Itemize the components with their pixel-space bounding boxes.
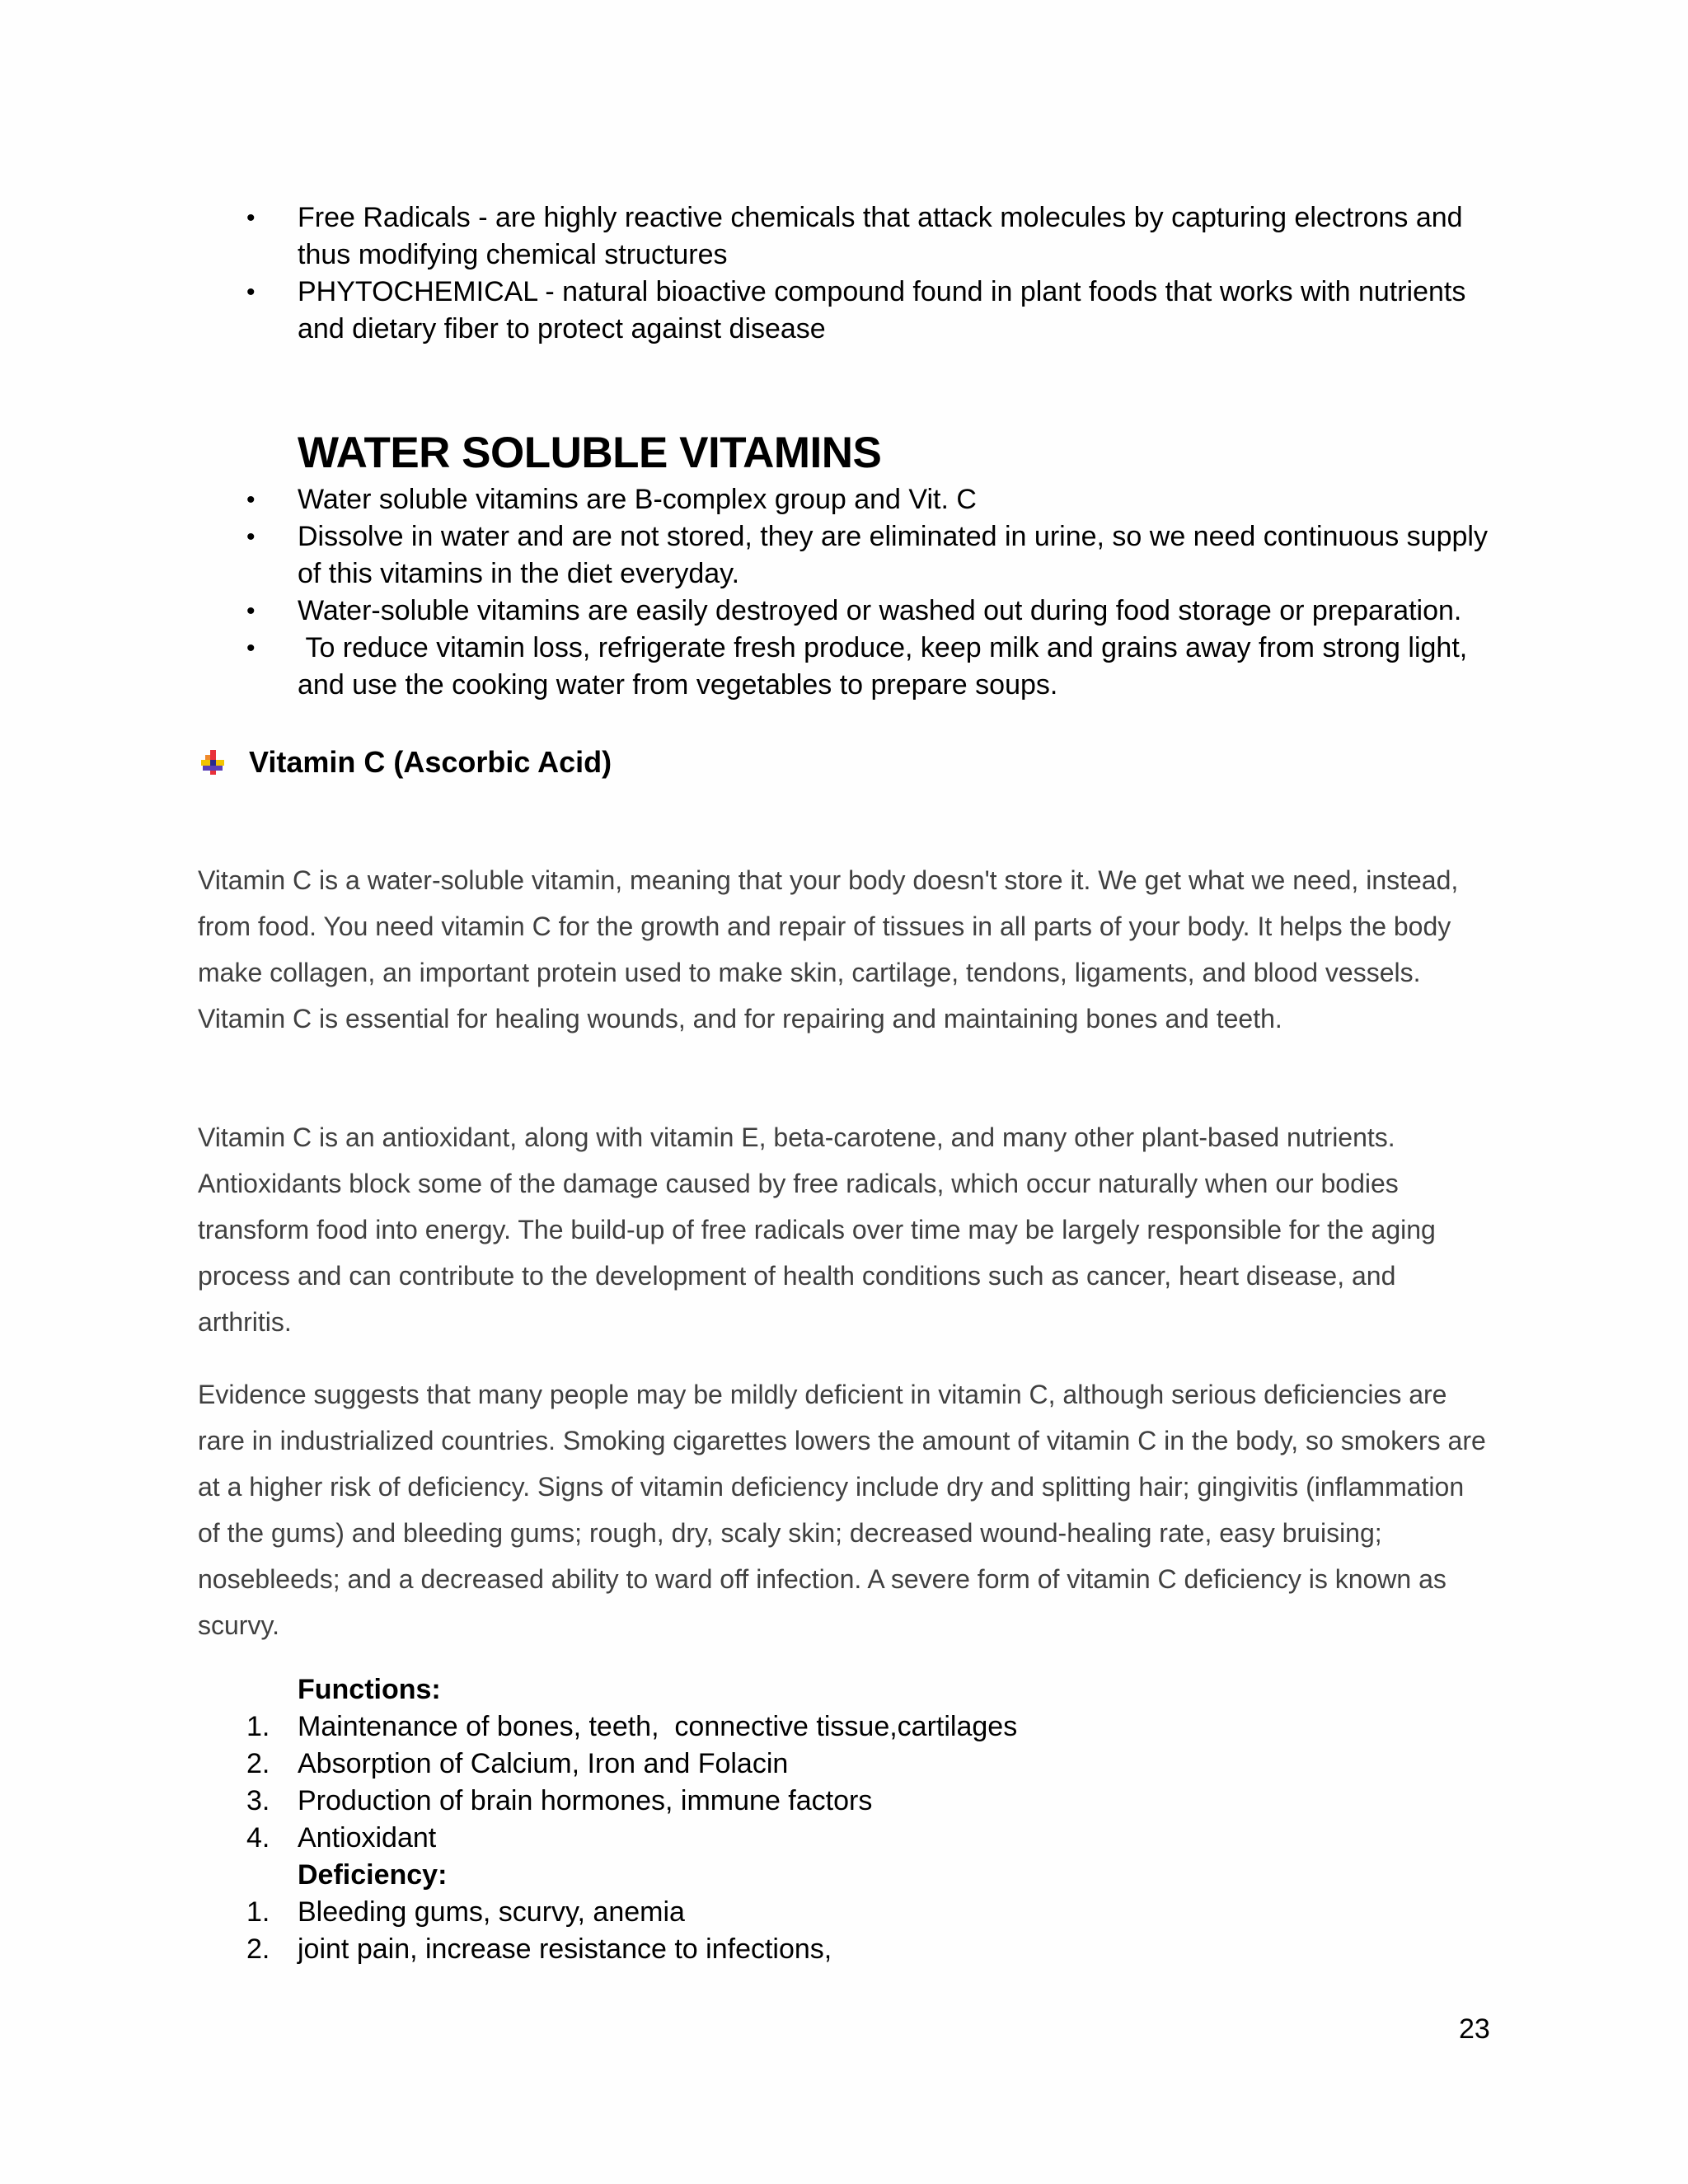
paragraph: Evidence suggests that many people may be mildly deficient in vitamin C, although serious deficiencies are rare in industrialized countries. Smoking cigarettes lowers the amount of vitamin C in the body, so smokers are at a higher risk of deficiency. Signs of vitamin deficiency include dry and splitting hair; gingivitis (inflammation of the gums) and bleeding gums; rough, dry, scaly skin; decreased wound-healing rate, easy bruising; nosebleeds; and a decreased ability to ward off infection. A severe form of vitamin C deficiency is known as scurvy. bbox=[198, 1380, 1486, 1640]
list-number: 4. bbox=[246, 1822, 270, 1854]
list-item bbox=[0, 1931, 1688, 1968]
list-number: 2. bbox=[246, 1748, 270, 1779]
deficiency-list bbox=[0, 1894, 1688, 1968]
list-item bbox=[0, 630, 1501, 704]
list-text: Production of brain hormones, immune factors bbox=[298, 1785, 873, 1816]
list-text: Maintenance of bones, teeth, connective tissue,cartilages bbox=[298, 1711, 1018, 1742]
paragraph: Vitamin C is an antioxidant, along with vitamin E, beta-carotene, and many other plant-based nutrients. Antioxidants block some of the damage caused by free radicals, which occur naturally when our bodies transform food into energy. The build-up of free radicals over time may be largely responsible for the aging process and can contribute to the development of health conditions such as cancer, heart disease, and arthritis. bbox=[198, 1122, 1436, 1337]
four-color-cross-bullet-icon bbox=[198, 748, 227, 777]
list-item bbox=[0, 518, 1501, 593]
list-text: Antioxidant bbox=[298, 1822, 437, 1854]
list-item bbox=[0, 1708, 1688, 1746]
vitamin-c-subheading bbox=[198, 742, 612, 783]
list-text: Absorption of Calcium, Iron and Folacin bbox=[298, 1748, 789, 1779]
bullet-text: Water soluble vitamins are B-complex group and Vit. C bbox=[298, 484, 977, 515]
functions-heading: Functions: bbox=[298, 1674, 441, 1705]
list-text: Bleeding gums, scurvy, anemia bbox=[298, 1896, 685, 1928]
page-number: 23 bbox=[1459, 2013, 1490, 2045]
list-item bbox=[0, 1746, 1688, 1783]
bullet-dot: • bbox=[246, 204, 256, 232]
list-number: 2. bbox=[246, 1933, 270, 1965]
section-title: WATER SOLUBLE VITAMINS bbox=[298, 429, 882, 477]
deficiency-heading: Deficiency: bbox=[298, 1859, 448, 1891]
list-item bbox=[0, 1820, 1688, 1857]
list-number: 3. bbox=[246, 1785, 270, 1816]
intro-bullet-list bbox=[0, 199, 1688, 348]
list-item bbox=[0, 593, 1501, 630]
list-number: 1. bbox=[246, 1896, 270, 1928]
section-bullet-list bbox=[0, 481, 1688, 704]
bullet-text: Dissolve in water and are not stored, they are eliminated in urine, so we need continuous supply of this vitamins in the diet everyday. bbox=[298, 521, 1488, 589]
bullet-text: Water-soluble vitamins are easily destroyed or washed out during food storage or preparation. bbox=[298, 595, 1462, 626]
bullet-text: Free Radicals - are highly reactive chemicals that attack molecules by capturing electrons and thus modifying chemical structures bbox=[298, 202, 1463, 270]
list-item bbox=[0, 274, 1501, 348]
list-number: 1. bbox=[246, 1711, 270, 1742]
list-item bbox=[0, 199, 1501, 274]
bullet-text: To reduce vitamin loss, refrigerate fresh produce, keep milk and grains away from strong light, and use the cooking water from vegetables to prepare soups. bbox=[298, 632, 1475, 701]
bullet-dot: • bbox=[246, 635, 256, 662]
list-item bbox=[0, 1894, 1688, 1931]
list-item bbox=[0, 1783, 1688, 1820]
bullet-dot: • bbox=[246, 598, 256, 625]
functions-list bbox=[0, 1708, 1688, 1857]
list-text: joint pain, increase resistance to infections, bbox=[298, 1933, 832, 1965]
bullet-dot: • bbox=[246, 486, 256, 513]
subheading-text: Vitamin C (Ascorbic Acid) bbox=[249, 745, 612, 779]
bullet-dot: • bbox=[246, 523, 256, 551]
paragraph: Vitamin C is a water-soluble vitamin, meaning that your body doesn't store it. We get what we need, instead, from food. You need vitamin C for the growth and repair of tissues in all parts of your body. It helps the body make collagen, an important protein used to make skin, cartilage, tendons, ligaments, and blood vessels. Vitamin C is essential for healing wounds, and for repairing and maintaining bones and teeth. bbox=[198, 865, 1459, 1033]
list-item bbox=[0, 481, 1501, 518]
bullet-text: PHYTOCHEMICAL - natural bioactive compound found in plant foods that works with nutrients and dietary fiber to protect against disease bbox=[298, 276, 1466, 344]
bullet-dot: • bbox=[246, 279, 256, 306]
